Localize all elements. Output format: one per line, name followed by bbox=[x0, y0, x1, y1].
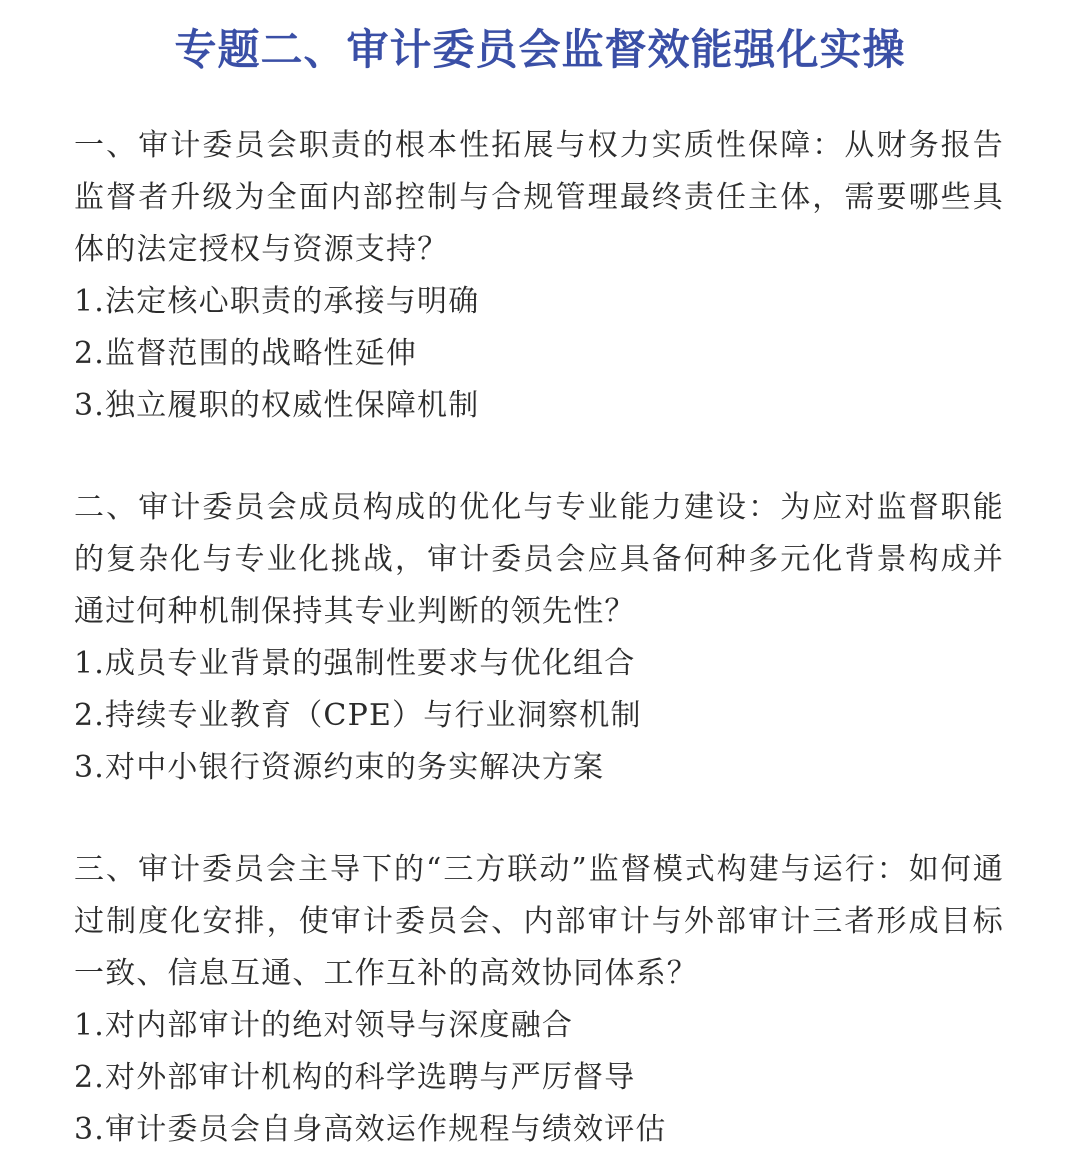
list-item: 2.对外部审计机构的科学选聘与严厉督导 bbox=[74, 1060, 636, 1095]
topic-section-3 bbox=[74, 844, 1004, 1156]
page-title: 专题二、审计委员会监督效能强化实操 bbox=[174, 25, 906, 74]
list-item: 3.审计委员会自身高效运作规程与绩效评估 bbox=[74, 1112, 667, 1147]
section-question: 一、审计委员会职责的根本性拓展与权力实质性保障：从财务报告监督者升级为全面内部控制与合规管理最终责任主体，需要哪些具体的法定授权与资源支持？ bbox=[74, 128, 1004, 267]
section-question: 三、审计委员会主导下的“三方联动”监督模式构建与运行：如何通过制度化安排，使审计委员会、内部审计与外部审计三者形成目标一致、信息互通、工作互补的高效协同体系？ bbox=[74, 852, 1004, 991]
section-question: 二、审计委员会成员构成的优化与专业能力建设：为应对监督职能的复杂化与专业化挑战，审计委员会应具备何种多元化背景构成并通过何种机制保持其专业判断的领先性？ bbox=[74, 490, 1004, 629]
list-item: 1.法定核心职责的承接与明确 bbox=[74, 284, 480, 319]
list-item: 3.独立履职的权威性保障机制 bbox=[74, 388, 480, 423]
list-item: 1.成员专业背景的强制性要求与优化组合 bbox=[74, 646, 636, 681]
list-item: 2.监督范围的战略性延伸 bbox=[74, 336, 418, 371]
topic-section-1 bbox=[74, 120, 1004, 432]
list-item: 3.对中小银行资源约束的务实解决方案 bbox=[74, 750, 605, 785]
topic-section-2 bbox=[74, 482, 1004, 794]
list-item: 1.对内部审计的绝对领导与深度融合 bbox=[74, 1008, 574, 1043]
list-item: 2.持续专业教育（CPE）与行业洞察机制 bbox=[74, 698, 642, 733]
